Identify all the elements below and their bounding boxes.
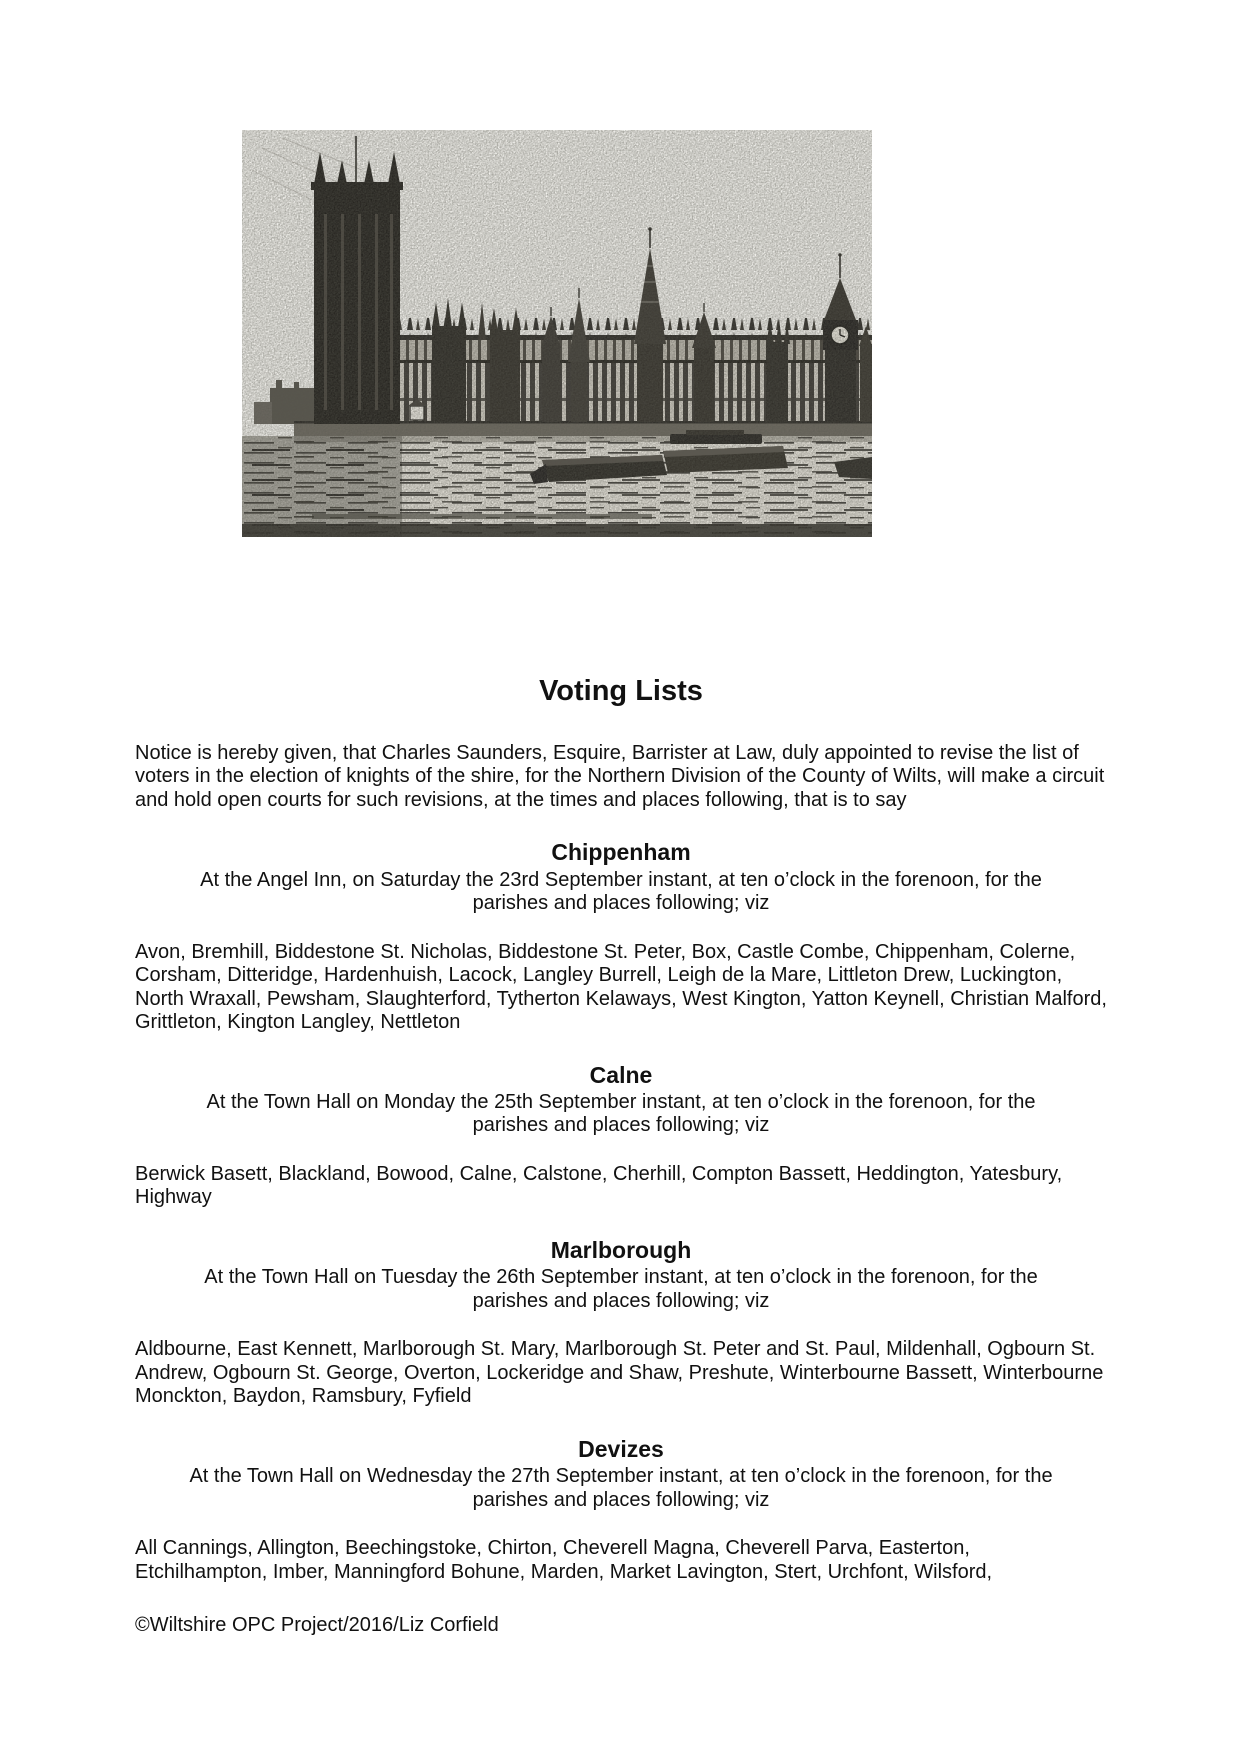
parliament-engraving-image — [242, 130, 872, 537]
section-venue-line-2: parishes and places following; viz — [472, 1114, 770, 1137]
section-venue-line-2: parishes and places following; viz — [472, 1488, 770, 1511]
section-venue-line-1: At the Town Hall on Monday the 25th September instant, at ten o’clock in the forenoon, for the — [206, 1090, 1036, 1113]
section-title: Marlborough — [550, 1236, 692, 1263]
section-venue-line-1: At the Angel Inn, on Saturday the 23rd September instant, at ten o’clock in the forenoon, for the — [200, 868, 1042, 891]
venue-section — [135, 1437, 1107, 1584]
notice-paragraph: Notice is hereby given, that Charles Saunders, Esquire, Barrister at Law, duly appointed to revise the list of voters in the election of knights of the shire, for the Northern Division of the County of Wilts, will make a circuit and hold open courts for such revisions, at the times and places following, that is to say — [135, 741, 1105, 811]
section-parishes: Berwick Basett, Blackland, Bowood, Calne, Calstone, Cherhill, Compton Bassett, Heddington, Yatesbury, Highway — [135, 1162, 1063, 1209]
section-title: Chippenham — [551, 839, 691, 866]
section-parishes: All Cannings, Allington, Beechingstoke, Chirton, Cheverell Magna, Cheverell Parva, Easterton, Etchilhampton, Imber, Manningford Bohune, Marden, Market Lavington, Stert, Urchfont, Wilsford, — [135, 1537, 993, 1583]
sections-container — [135, 840, 1107, 1584]
section-venue-line-1: At the Town Hall on Tuesday the 26th September instant, at ten o’clock in the forenoon, for the — [204, 1266, 1038, 1289]
section-title: Devizes — [578, 1435, 664, 1462]
section-venue-line-1: At the Town Hall on Wednesday the 27th September instant, at ten o’clock in the forenoon, for the — [189, 1465, 1053, 1488]
section-venue-line-2: parishes and places following; viz — [472, 892, 770, 915]
venue-section — [135, 1063, 1107, 1210]
parliament-engraving-svg — [242, 130, 872, 537]
section-venue — [135, 1266, 1107, 1313]
section-venue-line-2: parishes and places following; viz — [472, 1289, 770, 1312]
section-venue — [135, 869, 1107, 916]
document-content — [135, 676, 1107, 1638]
section-venue — [135, 1091, 1107, 1138]
section-venue — [135, 1465, 1107, 1512]
page-title: Voting Lists — [539, 675, 703, 707]
copyright-footer: ©Wiltshire OPC Project/2016/Liz Corfield — [135, 1614, 499, 1637]
section-parishes: Aldbourne, East Kennett, Marlborough St. Mary, Marlborough St. Peter and St. Paul, Mildenhall, Ogbourn St. Andrew, Ogbourn St. George, Overton, Lockeridge and Shaw, Preshute, Winterbourne Bassett, Winterbourne Monckton, Baydon, Ramsbury, Fyfield — [135, 1338, 1104, 1408]
section-title: Calne — [589, 1061, 653, 1088]
venue-section — [135, 840, 1107, 1034]
venue-section — [135, 1238, 1107, 1409]
section-parishes: Avon, Bremhill, Biddestone St. Nicholas, Biddestone St. Peter, Box, Castle Combe, Chippenham, Colerne, Corsham, Ditteridge, Hardenhuish, Lacock, Langley Burrell, Leigh de la Mare, Littleton Drew, Luckington, North Wraxall, Pewsham, Slaughterford, Tytherton Kelaways, West Kington, Yatton Keynell, Christian Malford, Grittleton, Kington Langley, Nettleton — [135, 940, 1107, 1034]
